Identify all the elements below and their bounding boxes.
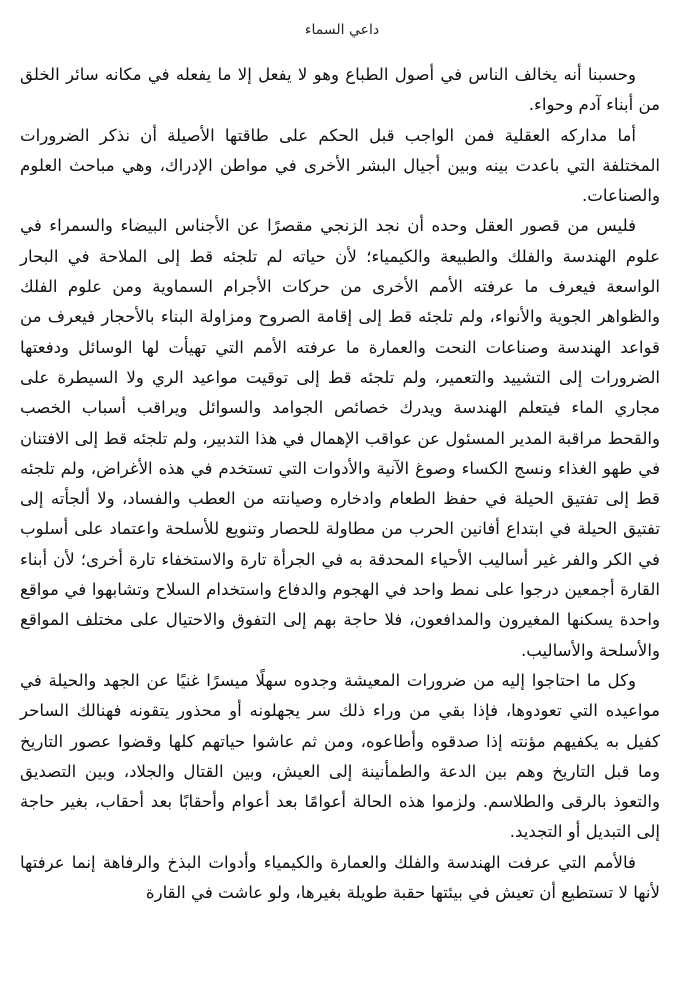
paragraph: وحسبنا أنه يخالف الناس في أصول الطباع وهو لا يفعل إلا ما يفعله في مكانه سائر الخلق من أبناء آدم وحواء. <box>20 65 660 115</box>
paragraph: أما مداركه العقلية فمن الواجب قبل الحكم على طاقتها الأصيلة أن نذكر الضرورات المختلفة التي باعدت بينه وبين أجيال البشر الأخرى في مواطن الإدراك، وهي مباحث العلوم والصناعات. <box>20 125 660 206</box>
paragraph: وكل ما احتاجوا إليه من ضرورات المعيشة وجدوه سهلًا ميسرًا غنيًا عن الجهد والحيلة في مواعيده التي تعودوها، فإذا بقي من وراء ذلك سر يجهلونه أو محذور يتقونه فهنالك الساحر كفيل به يكفيهم مؤنته إذا صدقوه وأطاعوه، ومن ثم عاشوا حياتهم كلها وقضوا عصور التاريخ وما قبل التاريخ وهم بين الدعة والطمأنينة إلى العيش، وبين القتال والجلاد، وبين التصديق والتعوذ بالرقى والطلاسم. ولزموا هذه الحالة أعوامًا بعد أعوام وأحقابًا بعد أحقاب، بغير حاجة إلى التبديل أو التجديد. <box>20 670 660 842</box>
paragraph: فليس من قصور العقل وحده أن نجد الزنجي مقصرًا عن الأجناس البيضاء والسمراء في علوم الهندسة والفلك والطبيعة والكيمياء؛ لأن حياته لم تلجئه قط إلى الملاحة في البحار الواسعة فيعرف ما عرفته الأمم الأخرى من حركات الأجرام السماوية ومن علوم الفلك والظواهر الجوية والأنواء، ولم تلجئه قط إلى إقامة الصروح ومزاولة البناء بالأحجار فيعرف من قواعد الهندسة وصناعات النحت والعمارة ما عرفته الأمم التي تهيأت لها الوسائل ودفعتها الضرورات إلى التشييد والتعمير، ولم تلجئه قط إلى توقيت مواعيد الري ولا السيطرة على مجاري الماء فيتعلم الهندسة ويدرك خصائص الجوامد والسوائل ويراقب أسباب الخصب والقحط مراقبة المدير المسئول عن عواقب الإهمال في هذا التدبير، ولم تلجئه قط إلى الافتنان في طهو الغذاء ونسج الكساء وصوغ الآنية والأدوات التي تستخدم في هذه الأغراض، ولم تلجئه قط إلى تفتيق الحيلة في حفظ الطعام وادخاره وصيانته من العطب والفساد، ولا ألجأته إلى تفتيق الحيلة في ابتداع أفانين الحرب من مطاولة للحصار وتنويع للأسلحة واعتماد على أسلوب في الكر والفر غير أساليب الأحياء المحدقة به في الجرأة تارة والاستخفاء تارة أخرى؛ لأن أبناء القارة أجمعين درجوا على نمط واحد في الهجوم والدفاع واستخدام السلاح وتشابهوا في مواقع واحدة يسكنها المغيرون والمدافعون، فلا حاجة بهم إلى التفوق والاحتيال على مختلف المواقع والأسلحة والأساليب. <box>20 216 660 660</box>
page-body <box>20 60 660 908</box>
paragraph: فالأمم التي عرفت الهندسة والفلك والعمارة والكيمياء وأدوات البذخ والرفاهة إنما عرفتها لأنها لا تستطيع أن تعيش في بيئتها حقبة طويلة بغيرها، ولو عاشت في القارة <box>20 852 660 903</box>
running-header: داعي السماء <box>304 22 380 38</box>
